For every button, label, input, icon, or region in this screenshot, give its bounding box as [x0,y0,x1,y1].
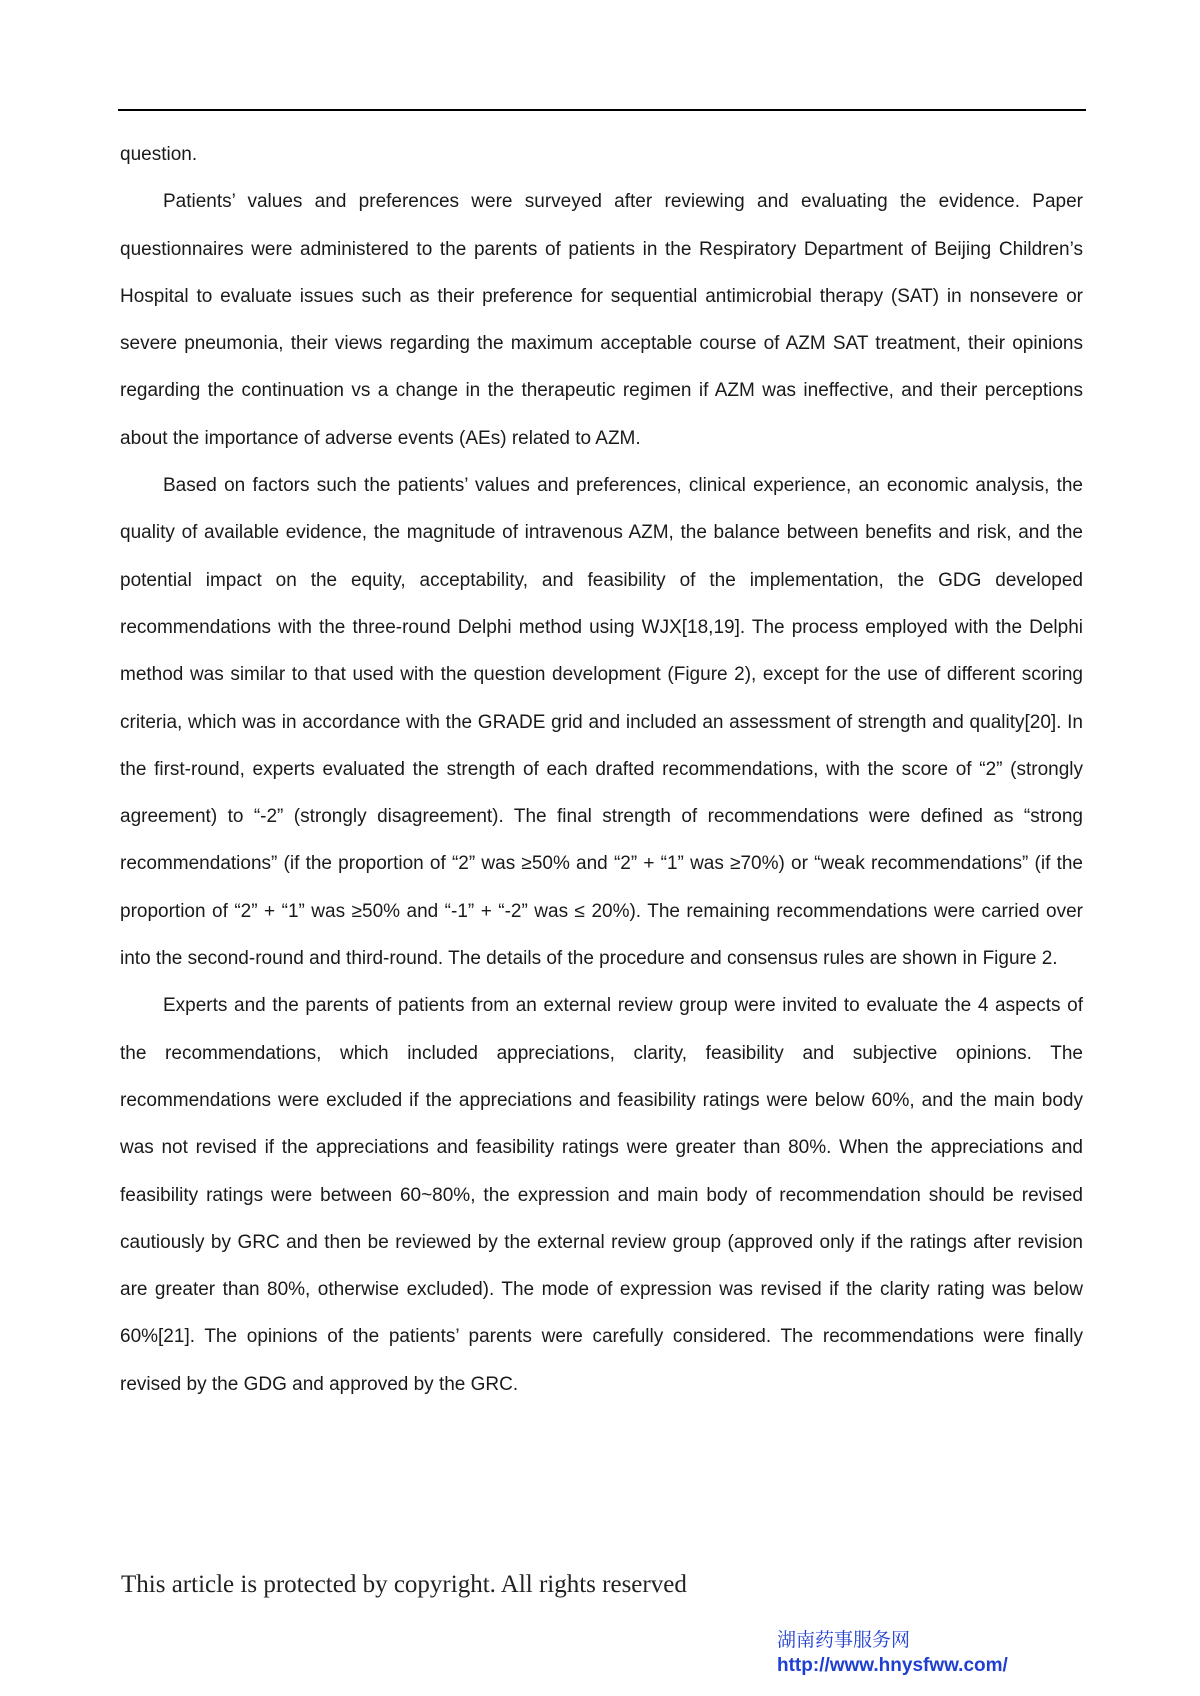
watermark [777,1628,1008,1678]
copyright-notice: This article is protected by copyright. All rights reserved [121,1571,687,1598]
watermark-url-link[interactable]: http://www.hnysfww.com/ [777,1655,1008,1676]
paragraph-external-review: Experts and the parents of patients from an external review group were invited to evaluate the 4 aspects of the recommendations, which included appreciations, clarity, feasibility and subjective opinions. The recommendations were excluded if the appreciations and feasibility ratings were below 60%, and the main body was not revised if the appreciations and feasibility ratings were greater than 80%. When the appreciations and feasibility ratings were between 60~80%, the expression and main body of recommendation should be revised cautiously by GRC and then be reviewed by the external review group (approved only if the ratings after revision are greater than 80%, otherwise excluded). The mode of expression was revised if the clarity rating was below 60%[21]. The opinions of the patients’ parents were carefully considered. The recommendations were finally revised by the GDG and approved by the GRC. [120,995,1083,1395]
watermark-site-name: 湖南药事服务网 [777,1629,911,1651]
header-rule [118,109,1086,111]
paragraph-patient-preferences: Patients’ values and preferences were surveyed after reviewing and evaluating the evidence. Paper questionnaires were administered to the parents of patients in the Respiratory Department of Beijing Children’s Hospital to evaluate issues such as their preference for sequential antimicrobial therapy (SAT) in nonsevere or severe pneumonia, their views regarding the maximum acceptable course of AZM SAT treatment, their opinions regarding the continuation vs a change in the therapeutic regimen if AZM was ineffective, and their perceptions about the importance of adverse events (AEs) related to AZM. [120,191,1083,449]
paragraph-continuation: question. [120,144,198,165]
article-body [120,131,1083,1408]
paragraph-delphi-method: Based on factors such the patients’ values and preferences, clinical experience, an economic analysis, the quality of available evidence, the magnitude of intravenous AZM, the balance between benefits and risk, and the potential impact on the equity, acceptability, and feasibility of the implementation, the GDG developed recommendations with the three-round Delphi method using WJX[18,19]. The process employed with the Delphi method was similar to that used with the question development (Figure 2), except for the use of different scoring criteria, which was in accordance with the GRADE grid and included an assessment of strength and quality[20]. In the first-round, experts evaluated the strength of each drafted recommendations, with the score of “2” (strongly agreement) to “-2” (strongly disagreement). The final strength of recommendations were defined as “strong recommendations” (if the proportion of “2” was ≥50% and “2” + “1” was ≥70%) or “weak recommendations” (if the proportion of “2” + “1” was ≥50% and “-1” + “-2” was ≤ 20%). The remaining recommendations were carried over into the second-round and third-round. The details of the procedure and consensus rules are shown in Figure 2. [120,475,1083,970]
